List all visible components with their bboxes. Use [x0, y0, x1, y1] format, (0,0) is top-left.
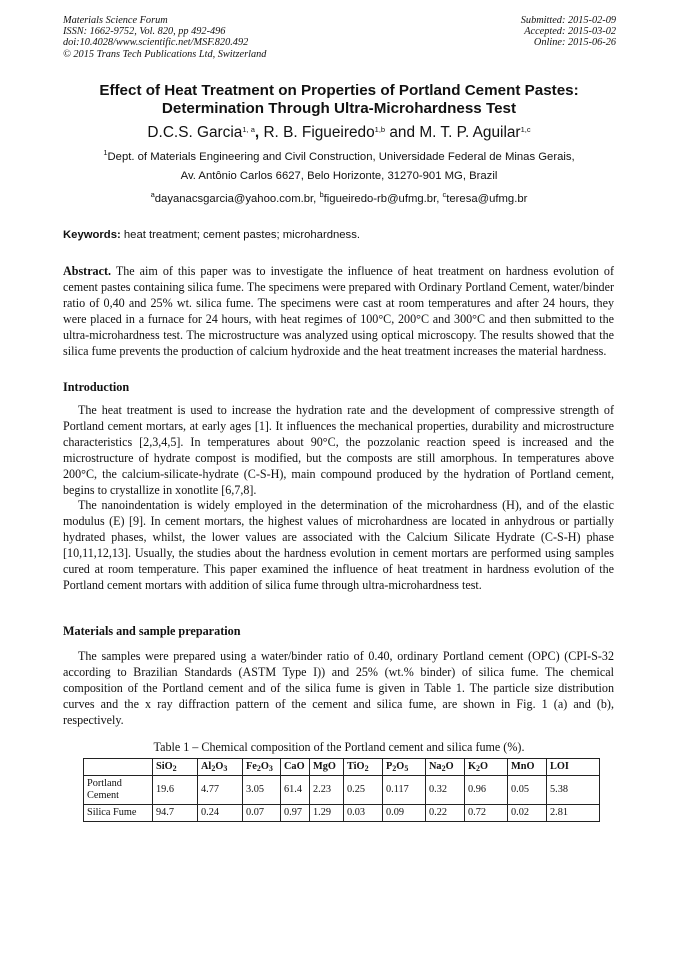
materials-heading: Materials and sample preparation [63, 624, 241, 638]
header-na2o: $Na_2O$ [426, 759, 465, 776]
header-al2o3: $Al_2O_3$ [198, 759, 243, 776]
keywords [63, 228, 360, 242]
table-caption: Table 1 – Chemical composition of the Portland cement and silica fume (%). [153, 740, 525, 754]
introduction-paragraph-2: The nanoindentation is widely employed in the determination of the microhardness (H), and of the elastic modulus (E) [9]. In cement mortars, the highest values of microhardness are located in anhydrous or partially hydrated phases, whilst, the lower values are associated with the Calcium Silicate Hydrate (C-S-H) phase [10,11,12,13]. Usually, the studies about the hardness evolution in cement mortars are performed using samples cured at room temperature. This paper examined the influence of heat treatment in hardness evolution of the Portland cement mortars with addition of silica fume through ultra-microhardness test. [63, 498, 614, 592]
copyright-line: © 2015 Trans Tech Publications Ltd, Switzerland [63, 48, 267, 60]
email-c: teresa@ufmg.br [446, 193, 528, 205]
table-cell: 0.72 [465, 805, 508, 822]
abstract [63, 263, 614, 359]
introduction-heading: Introduction [63, 380, 130, 394]
table-cell: 2.81 [547, 805, 600, 822]
table-cell: 1.29 [310, 805, 344, 822]
header-fe2o3: $Fe_2O_3$ [243, 759, 281, 776]
email-sup-a: a [150, 190, 155, 199]
chemical-composition-table [83, 758, 600, 822]
table-cell: 0.02 [508, 805, 547, 822]
affiliation-text-1: Dept. of Materials Engineering and Civil Construction, Universidade Federal de Minas Gerais, [107, 151, 575, 163]
dates-info [521, 15, 616, 49]
table-row [84, 776, 600, 805]
table-cell: 2.23 [310, 776, 344, 805]
table-cell: 0.32 [426, 776, 465, 805]
header-sio2: SiO$_2$ [153, 759, 198, 776]
email-b: figueiredo-rb@ufmg.br, [323, 193, 443, 205]
email-a: dayanacsgarcia@yahoo.com.br, [154, 193, 320, 205]
email-sup-c: c [442, 190, 447, 199]
affiliation-sup: 1 [103, 148, 108, 157]
author-1: D.C.S. Garcia [147, 124, 243, 141]
author-sep-1: , [254, 124, 264, 141]
table-cell: 0.03 [344, 805, 383, 822]
author-2: R. B. Figueiredo [263, 124, 375, 141]
abstract-text: The aim of this paper was to investigate the influence of heat treatment on hardness evolution of cement pastes containing silica fume. The specimens were prepared with Ordinary Portland Cement, water/binder ratio of 0,40 and 25% wt. silica fume. The specimens were cast at room temperatures and after 24 hours, they were placed in a furnace for 24 hours, with heat regimes of 100°C, 200°C and 300°C and then submitted to the ultra-microhardness test. The microstructure was analyzed using optical microscopy. The results showed that the silica fume prevents the production of calcium hydroxide and the heat treatment increases the material hardness. [63, 264, 614, 358]
paper-title [60, 82, 618, 118]
table-cell: 19.6 [153, 776, 198, 805]
table-cell: 0.117 [383, 776, 426, 805]
table-cell: 4.77 [198, 776, 243, 805]
table-cell: 0.05 [508, 776, 547, 805]
row-label: Silica Fume [84, 805, 153, 822]
table-cell: 0.24 [198, 805, 243, 822]
online-date: Online: 2015-06-26 [533, 37, 616, 49]
introduction-paragraph-1: The heat treatment is used to increase the hydration rate and the development of compressive strength of Portland cement mortars, at early ages [1]. It influences the mechanical properties, durability and microstructure characteristics [2,3,4,5]. In temperatures about 90°C, the pozzolanic reaction speed is increased and the microstructure of hydrate compost is modified, but the composts are still amorphous. In temperatures above 200°C, the calcium-silicate-hydrate (C-S-H), main compound produced by the hydration of Portland cement, begins to crystallize in xonotlite [6,7,8]. [63, 403, 614, 497]
accepted-date: Accepted: 2015-03-02 [524, 26, 616, 38]
table-cell: 0.07 [243, 805, 281, 822]
title-line-2: Determination Through Ultra-Microhardness Test [161, 100, 517, 117]
table-cell: 0.09 [383, 805, 426, 822]
affiliation-line-2: Av. Antônio Carlos 6627, Belo Horizonte, 31270-901 MG, Brazil [180, 170, 498, 182]
author-2-sup: 1,b [374, 125, 386, 134]
abstract-label: Abstract. [63, 264, 112, 278]
header-loi: LOI [547, 759, 600, 776]
title-line-1: Effect of Heat Treatment on Properties of Portland Cement Pastes: [99, 82, 579, 99]
doi-line: doi:10.4028/www.scientific.net/MSF.820.492 [63, 37, 249, 49]
table-cell: 0.96 [465, 776, 508, 805]
table-cell: 3.05 [243, 776, 281, 805]
header-k2o: $K_2O$ [465, 759, 508, 776]
header-p2o5: $P_2O_5$ [383, 759, 426, 776]
author-sep-2: and [385, 124, 420, 141]
header-tio2: TiO$_2$ [344, 759, 383, 776]
issn-line: ISSN: 1662-9752, Vol. 820, pp 492-496 [63, 26, 226, 38]
table-row [84, 805, 600, 822]
table-cell: 94.7 [153, 805, 198, 822]
keywords-label: Keywords: [63, 229, 121, 241]
journal-name: Materials Science Forum [63, 15, 168, 26]
author-3: M. T. P. Aguilar [419, 124, 521, 141]
header-mgo: MgO [310, 759, 344, 776]
email-list [60, 192, 618, 206]
table-cell: 0.22 [426, 805, 465, 822]
header-mno: MnO [508, 759, 547, 776]
table-cell: 0.97 [281, 805, 310, 822]
table-cell: 61.4 [281, 776, 310, 805]
submitted-date: Submitted: 2015-02-09 [520, 15, 616, 26]
author-1-sup: 1, a [242, 125, 255, 134]
header-cao: CaO [281, 759, 310, 776]
table-cell: 0.25 [344, 776, 383, 805]
row-label: Portland Cement [84, 776, 153, 805]
keywords-text: heat treatment; cement pastes; microhardness. [120, 229, 360, 241]
author-list [60, 123, 618, 142]
journal-info [63, 15, 266, 60]
author-3-sup: 1,c [520, 125, 531, 134]
affiliation-line-1 [60, 150, 618, 164]
materials-paragraph-1: The samples were prepared using a water/binder ratio of 0.40, ordinary Portland cement (OPC) (CPI-S-32 according to Brazilian Standards (ASTM Type I)) and 25% (wt.% binder) of silica fume. The chemical composition of the Portland cement and of the silica fume is given in Table 1. The particle size distribution curves and the x ray diffraction pattern of the cement and silica fume, are shown in Fig. 1 (a) and (b), respectively. [63, 649, 614, 727]
table-corner-cell [84, 759, 153, 776]
table-cell: 5.38 [547, 776, 600, 805]
email-sup-b: b [319, 190, 324, 199]
table-header-row [84, 759, 600, 776]
